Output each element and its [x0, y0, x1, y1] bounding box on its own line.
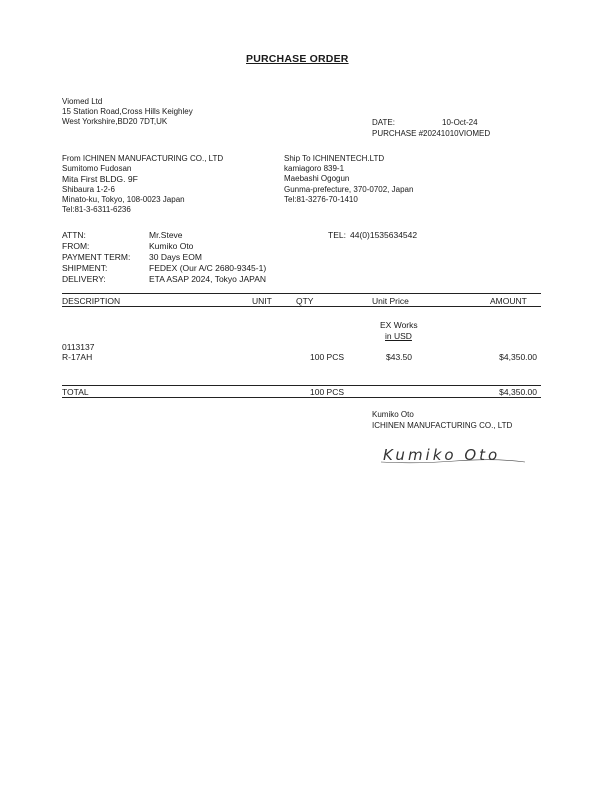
signer-name: Kumiko Oto: [372, 410, 414, 419]
from-line: Tel:81-3-6311-6236: [62, 204, 131, 214]
handwritten-signature: [375, 440, 535, 470]
tel-value: 44(0)1535634542: [350, 230, 418, 240]
from-line: Shibaura 1-2-6: [62, 184, 115, 194]
currency-note: in USD: [385, 331, 412, 341]
ship-to-address: [284, 154, 413, 205]
item-code: 0113137: [62, 342, 95, 352]
col-qty: QTY: [296, 296, 314, 306]
buyer-address: [62, 97, 193, 128]
attn-label: ATTN:: [62, 230, 86, 240]
from-line: Mita First BLDG. 9F: [62, 174, 138, 185]
item-amount: $4,350.00: [499, 352, 537, 362]
date-label: DATE:: [372, 118, 395, 127]
ship-to-line: kamiagoro 839-1: [284, 164, 345, 174]
total-qty: 100 PCS: [310, 387, 345, 397]
from-line: Minato-ku, Tokyo, 108-0023 Japan: [62, 194, 185, 204]
total-bottom-rule: [62, 397, 541, 398]
total-label: TOTAL: [62, 387, 89, 397]
po-label: PURCHASE #:: [372, 129, 426, 138]
item-name: R-17AH: [62, 352, 93, 362]
attn-value: Mr.Steve: [149, 230, 183, 240]
ship-to-line: Ship To ICHINENTECH.LTD: [284, 154, 385, 163]
ex-works-label: EX Works: [380, 320, 418, 330]
from-line: From ICHINEN MANUFACTURING CO., LTD: [62, 154, 224, 163]
from-value: Kumiko Oto: [149, 241, 194, 251]
delivery-value: ETA ASAP 2024, Tokyo JAPAN: [149, 274, 267, 284]
col-amount: AMOUNT: [490, 296, 527, 306]
signature-text: Kumiko Oto: [383, 446, 501, 464]
total-amount: $4,350.00: [499, 387, 537, 397]
col-description: DESCRIPTION: [62, 296, 121, 306]
ship-to-line: Maebashi Ogogun: [284, 174, 350, 184]
tel-label: TEL:: [328, 230, 346, 240]
buyer-line: 15 Station Road,Cross Hills Keighley: [62, 107, 193, 117]
col-unit-price: Unit Price: [372, 296, 409, 306]
date-value: 10-Oct-24: [442, 118, 478, 127]
delivery-label: DELIVERY:: [62, 274, 106, 284]
ship-to-line: Tel:81-3276-70-1410: [284, 194, 358, 204]
table-top-rule: [62, 293, 541, 294]
po-number: 20241010VIOMED: [423, 129, 491, 138]
payment-term-label: PAYMENT TERM:: [62, 252, 131, 262]
payment-term-value: 30 Days EOM: [149, 252, 202, 262]
page-title: PURCHASE ORDER: [246, 53, 349, 65]
total-top-rule: [62, 385, 541, 386]
shipment-label: SHIPMENT:: [62, 263, 108, 273]
ship-to-line: Gunma-prefecture, 370-0702, Japan: [284, 184, 414, 194]
buyer-line: Viomed Ltd: [62, 97, 103, 106]
item-qty: 100 PCS: [310, 352, 345, 362]
from-line: Sumitomo Fudosan: [62, 164, 132, 174]
shipment-value: FEDEX (Our A/C 2680-9345-1): [149, 263, 267, 273]
signer-company: ICHINEN MANUFACTURING CO., LTD: [372, 421, 513, 430]
item-unit-price: $43.50: [386, 352, 412, 362]
col-unit: UNIT: [252, 296, 272, 306]
from-label: FROM:: [62, 241, 90, 251]
table-header-rule: [62, 306, 541, 307]
buyer-line: West Yorkshire,BD20 7DT,UK: [62, 117, 168, 127]
from-address: [62, 154, 223, 215]
